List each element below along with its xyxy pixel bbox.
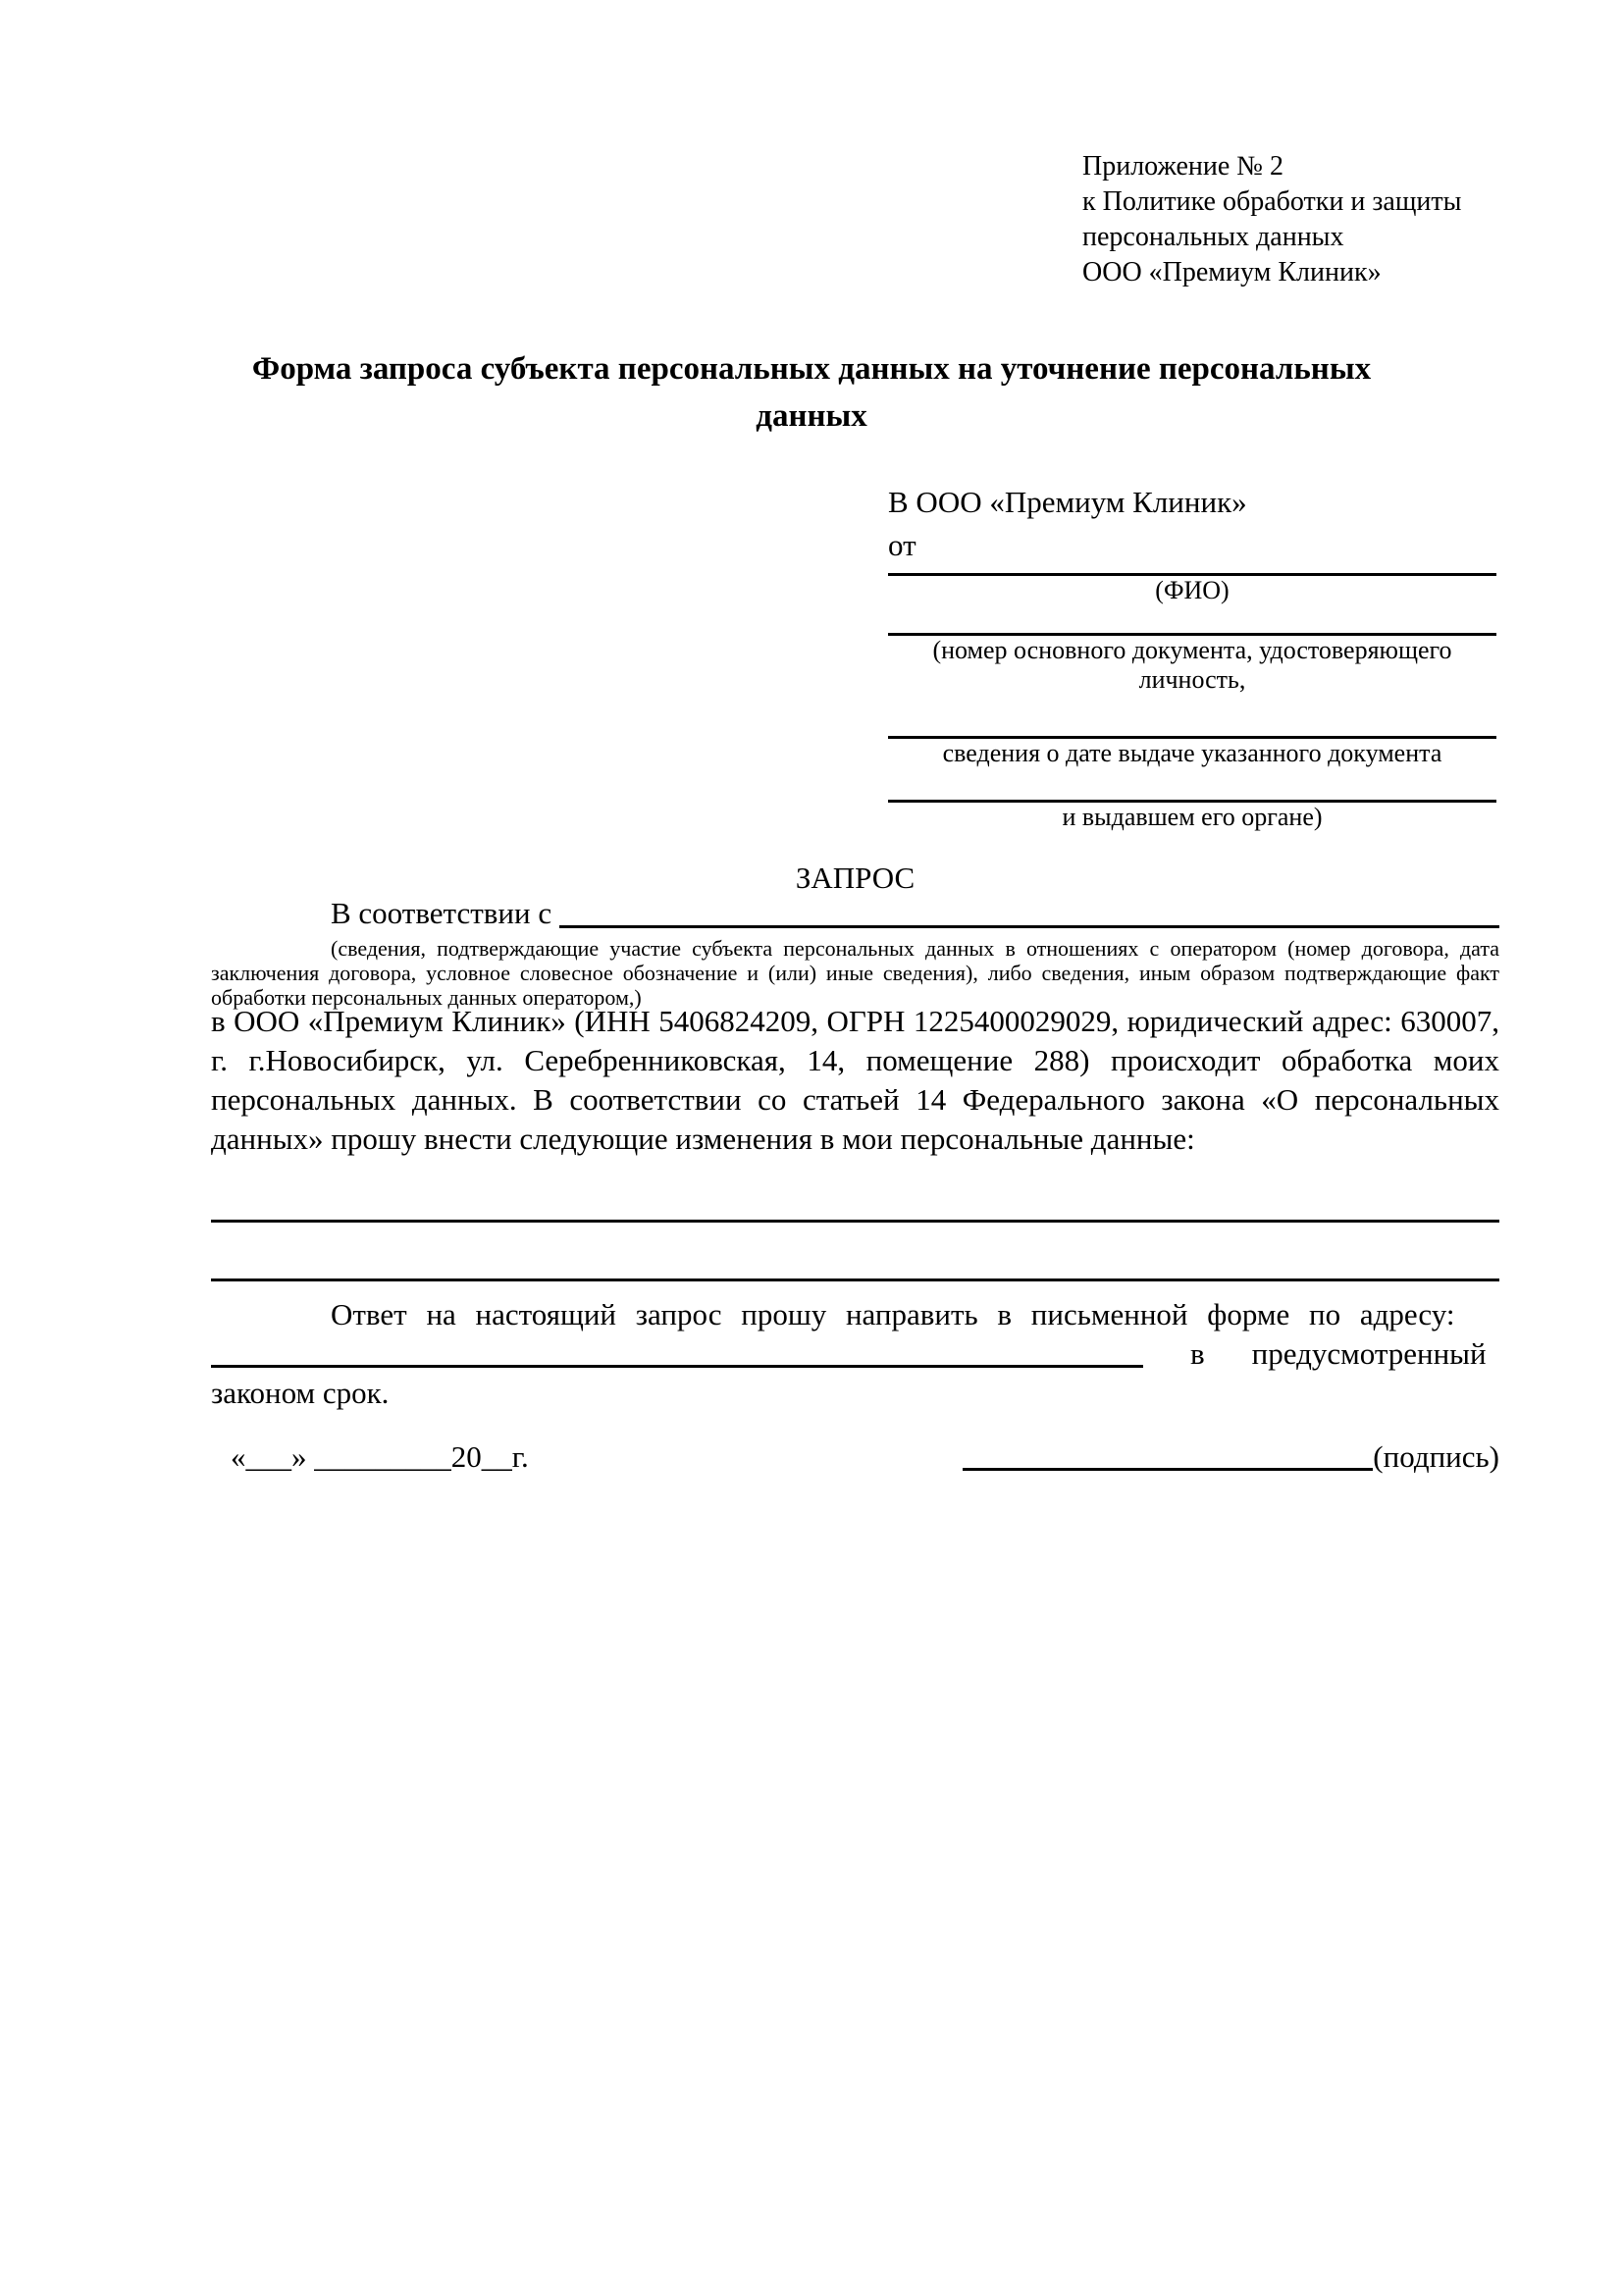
appendix-header-line: к Политике обработки и защиты <box>1082 186 1462 217</box>
reply-line-2 <box>211 1334 1499 1374</box>
intro-row <box>211 893 1499 934</box>
signature-blank-line <box>963 1468 1373 1471</box>
request-heading: ЗАПРОС <box>795 861 916 895</box>
fio-blank-line <box>888 567 1496 576</box>
signature-caption: (подпись) <box>1373 1439 1499 1474</box>
intro-blank-line <box>559 893 1499 928</box>
request-body: в ООО «Премиум Клиник» (ИНН 5406824209, ОГРН 1225400029029, юридический адрес: 630007, г. г.Новосибирск, ул. Серебренниковская, 14, помещение 288) происходит обработка моих персональных данных. В соответствии со статьей 14 Федерального закона «О персональных данных» прошу внести следующие изменения в мои персональные данные: <box>211 1004 1499 1156</box>
signature-group <box>963 1437 1499 1477</box>
issue-date-caption: сведения о дате выдаче указанного документа <box>942 739 1442 767</box>
changes-blank-line-2 <box>211 1278 1499 1281</box>
document-number-caption: (номер основного документа, удостоверяющего личность, <box>932 636 1452 694</box>
reply-line-3: законом срок. <box>211 1376 390 1410</box>
fio-caption: (ФИО) <box>1155 576 1230 604</box>
appendix-header-line: Приложение № 2 <box>1082 151 1283 182</box>
date-signature-row <box>211 1437 1499 1477</box>
page-title: Форма запроса субъекта персональных данных на уточнение персональных данных <box>251 351 1372 434</box>
issuing-authority-blank-line <box>888 768 1496 803</box>
appendix-header <box>1082 149 1504 290</box>
date-blank: «___» _________20__г. <box>231 1439 529 1474</box>
document-number-blank-line <box>888 605 1496 636</box>
reply-word-term: предусмотренный <box>1251 1336 1487 1371</box>
changes-blank-line-1 <box>211 1220 1499 1223</box>
intro-prefix: В соответствии с <box>331 896 552 930</box>
issuing-authority-caption: и выдавшем его органе) <box>1062 803 1323 831</box>
address-blank-line <box>211 1365 1143 1368</box>
reply-line-1: Ответ на настоящий запрос прошу направить в письменной форме по адресу: <box>331 1297 1455 1331</box>
issue-date-blank-line <box>888 695 1496 739</box>
reply-word-v: в <box>1190 1336 1205 1371</box>
addressee-block <box>888 481 1496 832</box>
addressee-to: В ООО «Премиум Клиник» <box>888 485 1247 519</box>
appendix-header-line: персональных данных <box>1082 222 1344 252</box>
reply-paragraph <box>211 1295 1499 1413</box>
appendix-header-line: ООО «Премиум Клиник» <box>1082 257 1382 287</box>
addressee-from-label: от <box>888 528 916 562</box>
intro-note: (сведения, подтверждающие участие субъекта персональных данных в отношениях с оператором (номер договора, дата заключения договора, условное словесное обозначение и (или) иные сведения), либо сведения, иным образом подтверждающие факт обработки персональных данных оператором,) <box>211 936 1499 1010</box>
